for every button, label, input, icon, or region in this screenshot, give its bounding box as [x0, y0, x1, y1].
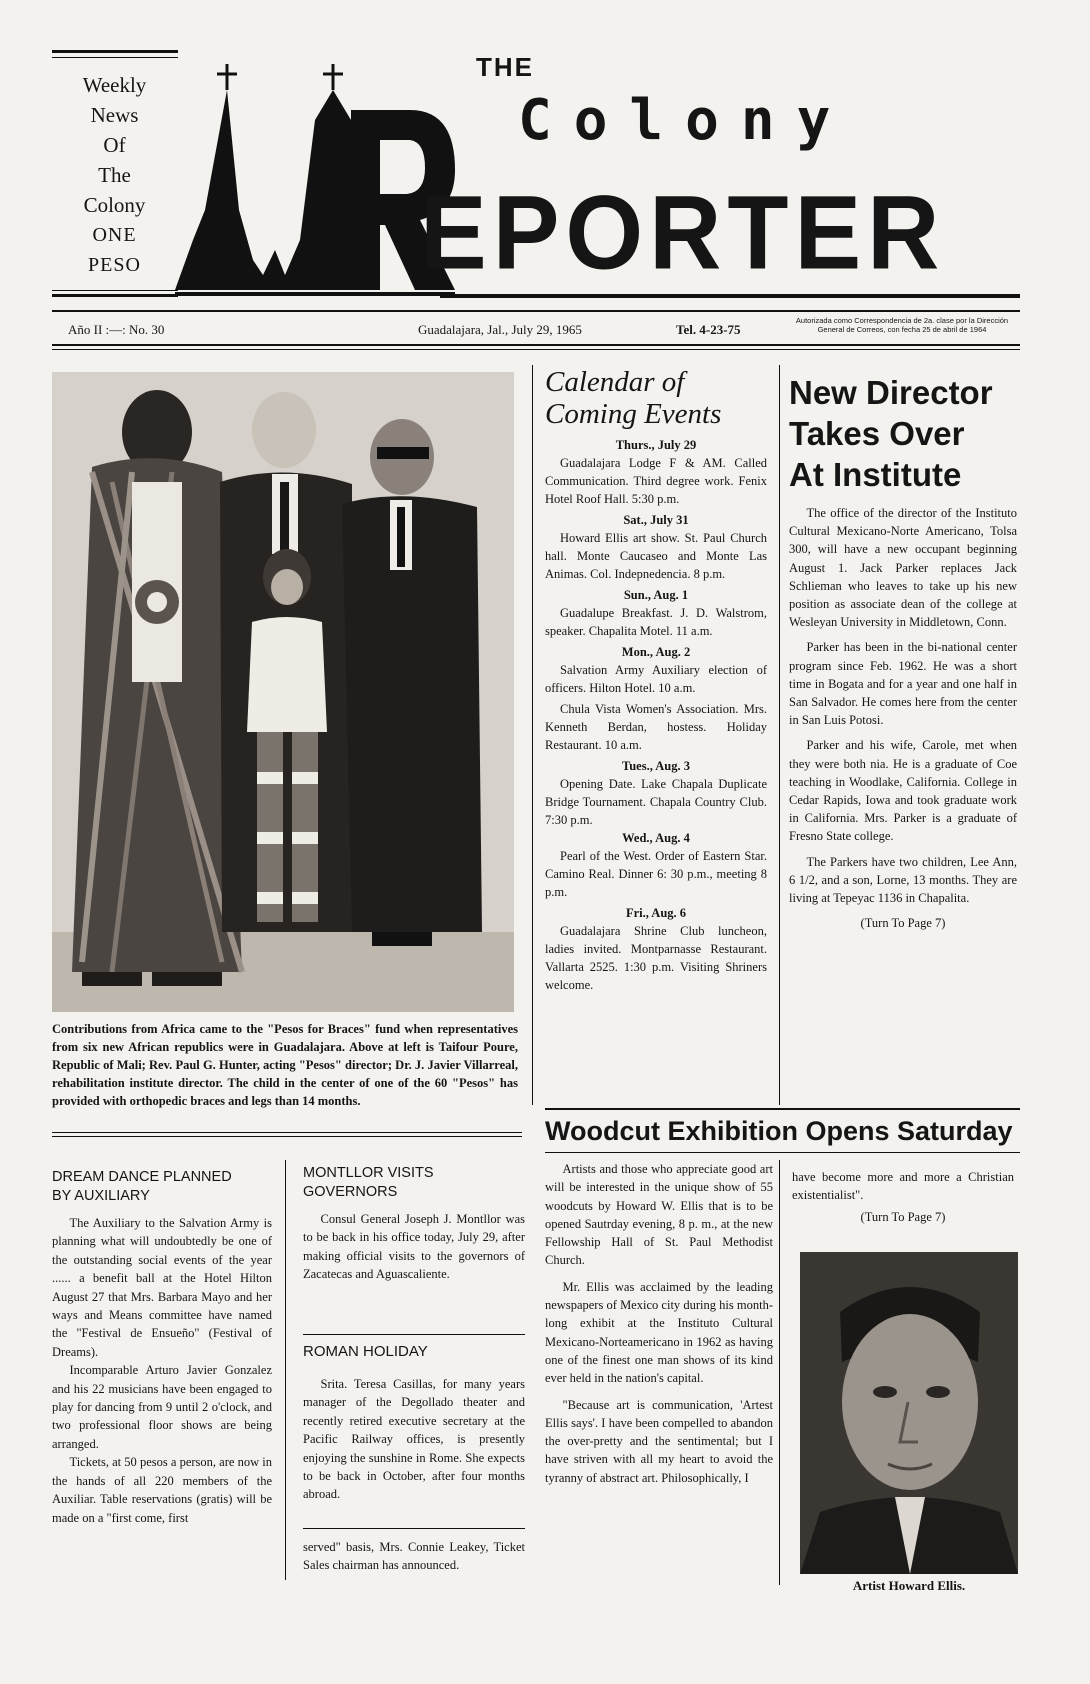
price-one: ONE: [92, 224, 137, 246]
headline-line: At Institute: [789, 456, 962, 493]
montllor-headline: [303, 1164, 523, 1202]
article-paragraph: have become more and more a Christian existentialist".: [792, 1170, 1014, 1202]
article-paragraph: Parker has been in the bi-national center program since Feb. 1962. He was a short time in Bogata and for a year and one half in San Salvador. He comes here from the center in San Luis Potosi.: [789, 640, 1017, 728]
article-paragraph: The Parkers have two children, Lee Ann, 6 1/2, and a son, Lorne, 13 months. They are living at Tepeyac 1136 in Chapalita.: [789, 854, 1017, 906]
dateline-rule-bottom: [52, 349, 1020, 350]
church-spires-logo: [175, 60, 455, 298]
headline-line: GOVERNORS: [303, 1184, 398, 1200]
roman-holiday-article: [303, 1375, 525, 1504]
director-article: [789, 504, 1017, 932]
place-date: Guadalajara, Jal., July 29, 1965: [418, 322, 582, 337]
masthead-rule: [52, 290, 178, 291]
section-rule: [52, 1132, 522, 1133]
dream-dance-continued: served" basis, Mrs. Connie Leakey, Ticket Sales chairman has announced.: [303, 1540, 525, 1573]
side-word: News: [90, 103, 139, 127]
event-day: Thurs., July 29: [615, 438, 697, 452]
calendar-title-line: Coming Events: [545, 398, 722, 430]
side-word: Weekly: [82, 73, 147, 97]
calendar-events: [545, 436, 767, 994]
article-paragraph: "Because art is communication, 'Artest Ellis says'. I have been compelled to abandon the over-pretty and the sentimental; but I have striven with all my heart to avoid the tyranny of abstract art. Philosophically, I: [545, 1397, 773, 1485]
event-day: Wed., Aug. 4: [622, 831, 690, 845]
photo-caption: Contributions from Africa came to the "Pesos for Braces" fund when representatives from six new African republics were in Guadalajara. Above at left is Taifour Poure, Republic of Mali; Rev. Paul G. Hunter, acting "Pesos" director; Dr. J. Javier Villarreal, rehabilitation institute director. The child in the center of one of the 60 "Pesos" has provided with orthopedic braces and legs than 14 months.: [52, 1022, 518, 1108]
headline-line: Takes Over: [789, 415, 965, 452]
event-day: Tues., Aug. 3: [622, 759, 690, 773]
dream-dance-article: [52, 1214, 272, 1527]
headline-line: DREAM DANCE PLANNED: [52, 1169, 232, 1185]
event-day: Fri., Aug. 6: [625, 906, 687, 920]
portrait-caption: Artist Howard Ellis.: [852, 1578, 966, 1593]
article-paragraph: The Auxiliary to the Salvation Army is planning what will undoubtedly be one of the outstanding social events of the year ...... a benefit ball at the Hotel Hilton August 27 that Mrs. Barbara Mayo and her ways and Means committee have named the "Festival de Ensueño" (Festival of Dreams).: [52, 1216, 272, 1359]
section-rule: [52, 1136, 522, 1137]
masthead-the: THE: [476, 52, 534, 82]
event-text: Salvation Army Auxiliary election of officers. Hilton Hotel. 10 a.m.: [545, 663, 767, 695]
photo-illustration: [52, 372, 514, 1012]
article-paragraph: Tickets, at 50 pesos a person, are now in the hands of all 220 members of the Auxiliar. Table reservations (gratis) will be made on a "first come, first: [52, 1455, 272, 1525]
event-text: Guadalupe Breakfast. J. D. Walstrom, speaker. Chapalita Motel. 11 a.m.: [545, 606, 767, 638]
event-text: Guadalajara Shrine Club luncheon, ladies invited. Montparnasse Restaurant. Vallarta 2525. 1:30 p.m. Visiting Shriners welcome.: [545, 924, 767, 992]
headline-line: New Director: [789, 374, 993, 411]
portrait-illustration: [800, 1252, 1018, 1574]
masthead-rule: [52, 294, 178, 297]
article-paragraph: Consul General Joseph J. Montllor was to be back in his office today, July 29, after making official visits to the governors of Zacatecas and Aguascaliente.: [303, 1212, 525, 1282]
issue-number: Año II :—: No. 30: [68, 322, 165, 337]
column-divider: [779, 1160, 780, 1585]
column-divider: [779, 365, 780, 1105]
side-word: Of: [103, 133, 126, 157]
headline-line: MONTLLOR VISITS: [303, 1165, 434, 1181]
event-text: Guadalajara Lodge F & AM. Called Communication. Third degree work. Fenix Hotel Roof Hall. 5:30 p.m.: [545, 456, 767, 506]
director-headline: [789, 372, 1019, 495]
headline-line: BY AUXILIARY: [52, 1188, 150, 1204]
event-day: Sat., July 31: [623, 513, 689, 527]
dateline-rule-bottom: [52, 344, 1020, 346]
woodcut-article: [545, 1160, 773, 1495]
montllor-article: [303, 1210, 525, 1284]
event-text: Howard Ellis art show. St. Paul Church hall. Monte Caucaseo and Monte Las Animas. Col. Indepnedencia. 8 p.m.: [545, 531, 767, 581]
roman-holiday-headline: ROMAN HOLIDAY: [303, 1343, 428, 1360]
event-text: Pearl of the West. Order of Eastern Star. Camino Real. Dinner 6: 30 p.m., meeting 8 p.m.: [545, 849, 767, 899]
dateline-rule-top: [52, 310, 1020, 312]
side-word: Colony: [83, 193, 146, 217]
calendar-title-line: Calendar of: [545, 366, 685, 398]
event-day: Sun., Aug. 1: [623, 588, 689, 602]
column-divider: [285, 1160, 286, 1580]
article-paragraph: Parker and his wife, Carole, met when they were both nia. He is a graduate of Coe teaching in Woodlake, California. College in Cedar Rapids, Iowa and took graduate work in California. Mrs. Parker is a graduate of Fresno State college.: [789, 738, 1017, 844]
section-rule: [303, 1528, 525, 1529]
masthead-colony: Colony: [518, 88, 853, 153]
howard-ellis-portrait: [800, 1252, 1018, 1574]
article-paragraph: Incomparable Arturo Javier Gonzalez and his 22 musicians have been engaged to play for dancing from 9 until 2 o'clock, and two professional floor shows are being arranged.: [52, 1363, 272, 1451]
woodcut-headline: Woodcut Exhibition Opens Saturday: [545, 1116, 1013, 1146]
dream-dance-headline: [52, 1168, 270, 1206]
woodcut-continued: [792, 1168, 1014, 1226]
event-day: Mon., Aug. 2: [621, 645, 691, 659]
postal-authorization: Autorizada como Correspondencia de 2a. clase por la Dirección General de Correos, con fecha 25 de abril de 1964: [795, 316, 1009, 334]
article-paragraph: The office of the director of the Instituto Cultural Mexicano-Norte Americano, Tolsa 300, will have a new occupant beginning August 1. Jack Parker replaces Jack Schlieman who leaves to take up his new position as associate dean of the college at Wesleyan University in Middletown, Conn.: [789, 506, 1017, 630]
section-rule: [303, 1334, 525, 1335]
turn-to-page: (Turn To Page 7): [860, 1210, 946, 1224]
masthead-reporter: EPORTER: [420, 174, 946, 292]
calendar-title: [545, 366, 765, 430]
article-paragraph: Mr. Ellis was acclaimed by the leading newspapers of Mexico city during his month-long exhibit at the Instituto Cultural Mexicano-Norteamericano in 1962 as having one of the finest one man shows of its kind ever held in the nation's capital.: [545, 1279, 773, 1386]
event-text: Chula Vista Women's Association. Mrs. Kenneth Berdan, hostess. Holiday Restaurant. 10 a.m.: [545, 702, 767, 752]
price-peso: PESO: [88, 254, 141, 276]
african-representatives-photo: [52, 372, 514, 1012]
event-text: Opening Date. Lake Chapala Duplicate Bridge Tournament. Chapala Country Club. 7:30 p.m.: [545, 777, 767, 827]
section-rule: [545, 1108, 1020, 1110]
masthead-side-box: [52, 50, 177, 305]
section-rule: [545, 1152, 1020, 1153]
masthead-underline: [440, 294, 1020, 298]
turn-to-page: (Turn To Page 7): [860, 916, 946, 931]
phone: Tel. 4-23-75: [676, 322, 741, 337]
column-divider: [532, 365, 533, 1105]
article-paragraph: Artists and those who appreciate good art will be interested in the unique show of 55 woodcuts by Howard W. Ellis that is to be opened Sautrday evening, 8 p. m., at the new Fellowship Hall of St. Paul Methodist Church.: [545, 1162, 773, 1268]
article-paragraph: Srita. Teresa Casillas, for many years manager of the Degollado theater and recently retired executive secretary at the Pacific Railway offices, is presently enjoying the sunshine in Rome. She expects to be back in October, after four months abroad.: [303, 1377, 525, 1502]
side-word: The: [98, 163, 131, 187]
